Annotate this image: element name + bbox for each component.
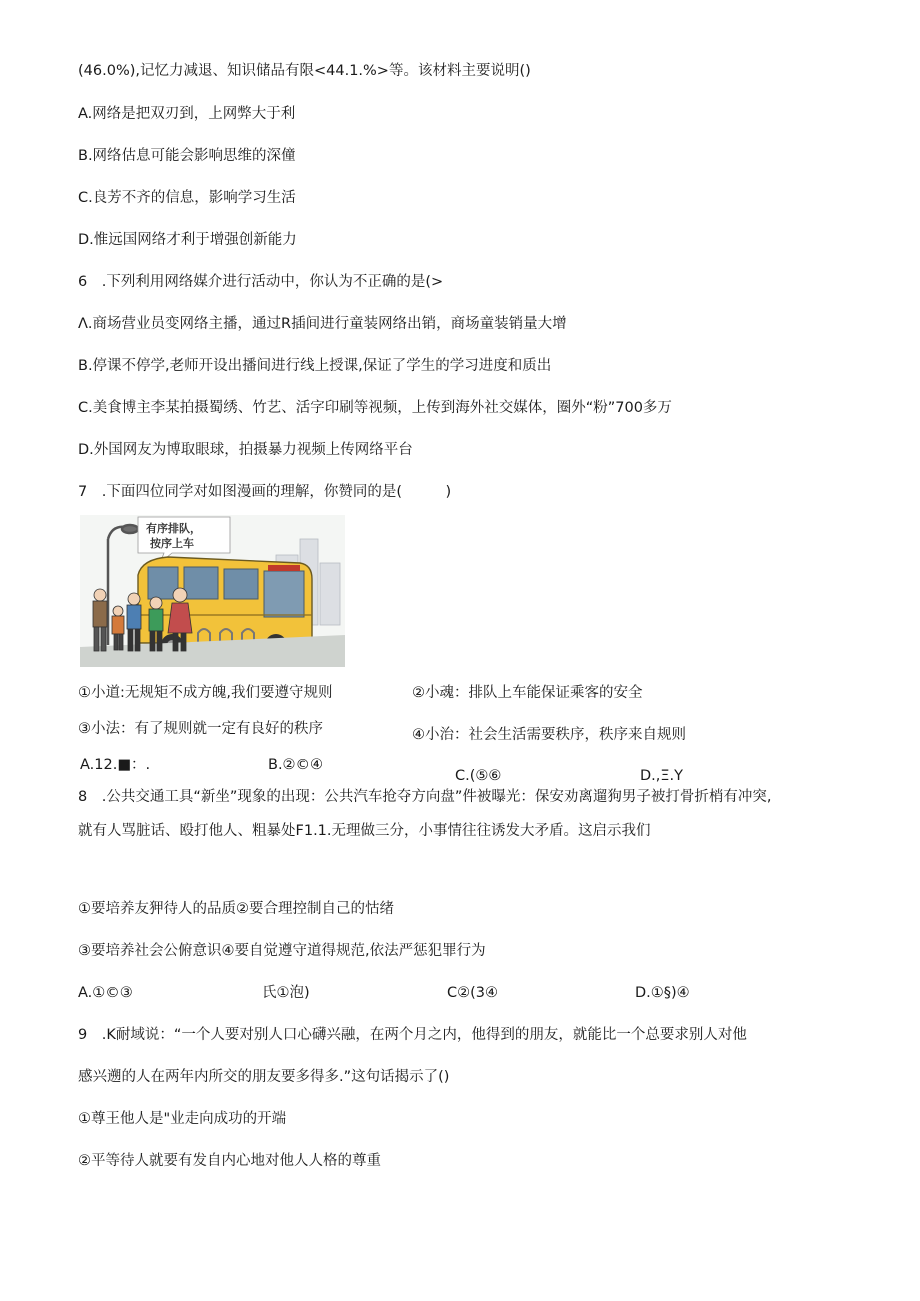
q7-option-c: C.(⑤⑥ bbox=[455, 768, 502, 784]
q7-stem: 7 .下面四位同学对如图漫画的理解，你赞同的是( ) bbox=[78, 484, 452, 500]
q9-statement-1: ①尊王他人是"业走向成功的开端 bbox=[78, 1111, 287, 1127]
q6-option-b: B.停课不停学,老师开设出播间进行线上授课,保证了学生的学习进度和质岀 bbox=[78, 358, 552, 374]
q8-option-a: A.①©③ bbox=[78, 985, 133, 1001]
q9-stem-line2: 感兴遡的人在两年内所交的朋友要多得多.”这句话揭示了() bbox=[78, 1069, 450, 1085]
q8-stem-line2: 就有人骂脏话、殴打他人、粗暴处F1.1.无理做三分，小事情往往诱发大矛盾。这启示我们 bbox=[78, 823, 651, 839]
q7-statement-2: ②小魂：排队上车能保证乘客的安全 bbox=[412, 685, 643, 701]
q6-option-a: Λ.商场营业员变网络主播，通过R插间进行童装网络出销，商场童装销量大增 bbox=[78, 316, 567, 332]
q7-option-a: A.12.■：. bbox=[80, 757, 151, 773]
q8-stem-line1: 8 .公共交通工具“新坐”现象的出现：公共汽车抢夺方向盘”件被曝光：保安劝离遛狗男子被打骨折梢有冲突, bbox=[78, 789, 772, 805]
q7-statement-1: ①小道:无规矩不成方魄,我们要遵守规则 bbox=[78, 685, 333, 701]
q6-option-d: D.外国网友为博取眼球，拍摄暴力视频上传网络平台 bbox=[78, 442, 413, 458]
q9-stem-line1: 9 .K耐域说：“一个人要对别人口心礴兴融，在两个月之内，他得到的朋友，就能比一个总要求别人对他 bbox=[78, 1027, 747, 1043]
q6-stem: 6 .下列利用网络媒介进行活动中，你认为不正确的是(> bbox=[78, 274, 444, 290]
q8-option-b: 氏①泡) bbox=[262, 985, 310, 1001]
q7-statement-4: ④小治：社会生活需要秩序，秩序来自规则 bbox=[412, 727, 686, 743]
q5-option-b: B.网络估息可能会影响思维的深僮 bbox=[78, 148, 296, 164]
q7-statement-3: ③小法：有了规则就一定有良好的秩序 bbox=[78, 721, 323, 737]
q8-option-c: C②(3④ bbox=[447, 985, 499, 1001]
q5-option-c: C.良芳不齐的信息，影响学习生活 bbox=[78, 190, 296, 206]
q5-option-a: A.网络是把双刃到，上网弊大于利 bbox=[78, 106, 296, 122]
q6-option-c: C.美食博主李某拍摄蜀绣、竹艺、活字印刷等视频，上传到海外社交媒体，圈外“粉”700多万 bbox=[78, 400, 672, 416]
queue-bus-cartoon bbox=[80, 515, 345, 667]
q7-option-b: B.②©④ bbox=[268, 757, 324, 773]
q7-option-d: D.,Ξ.Y bbox=[640, 768, 684, 784]
cartoon-caption-line2: 按序上车 bbox=[150, 537, 194, 550]
cartoon-illustration bbox=[80, 515, 345, 667]
q8-statements-line1: ①要培养友狎待人的品质②要合理控制自己的怙绪 bbox=[78, 901, 394, 917]
cartoon-caption-line1: 有序排队， bbox=[146, 522, 201, 535]
q8-statements-line2: ③要培养社会公俯意识④要自觉遵守道得规范,依法严惩犯罪行为 bbox=[78, 943, 486, 959]
q5-option-d: D.惟远国网络才利于增强创新能力 bbox=[78, 232, 297, 248]
q8-option-d: D.①§)④ bbox=[635, 985, 690, 1001]
q5-stem-tail: (46.0%),记忆力减退、知识储品有限<44.1.%>等。该材料主要说明() bbox=[78, 63, 531, 79]
q9-statement-2: ②平等待人就要有发自内心地对他人人格的尊重 bbox=[78, 1153, 381, 1169]
